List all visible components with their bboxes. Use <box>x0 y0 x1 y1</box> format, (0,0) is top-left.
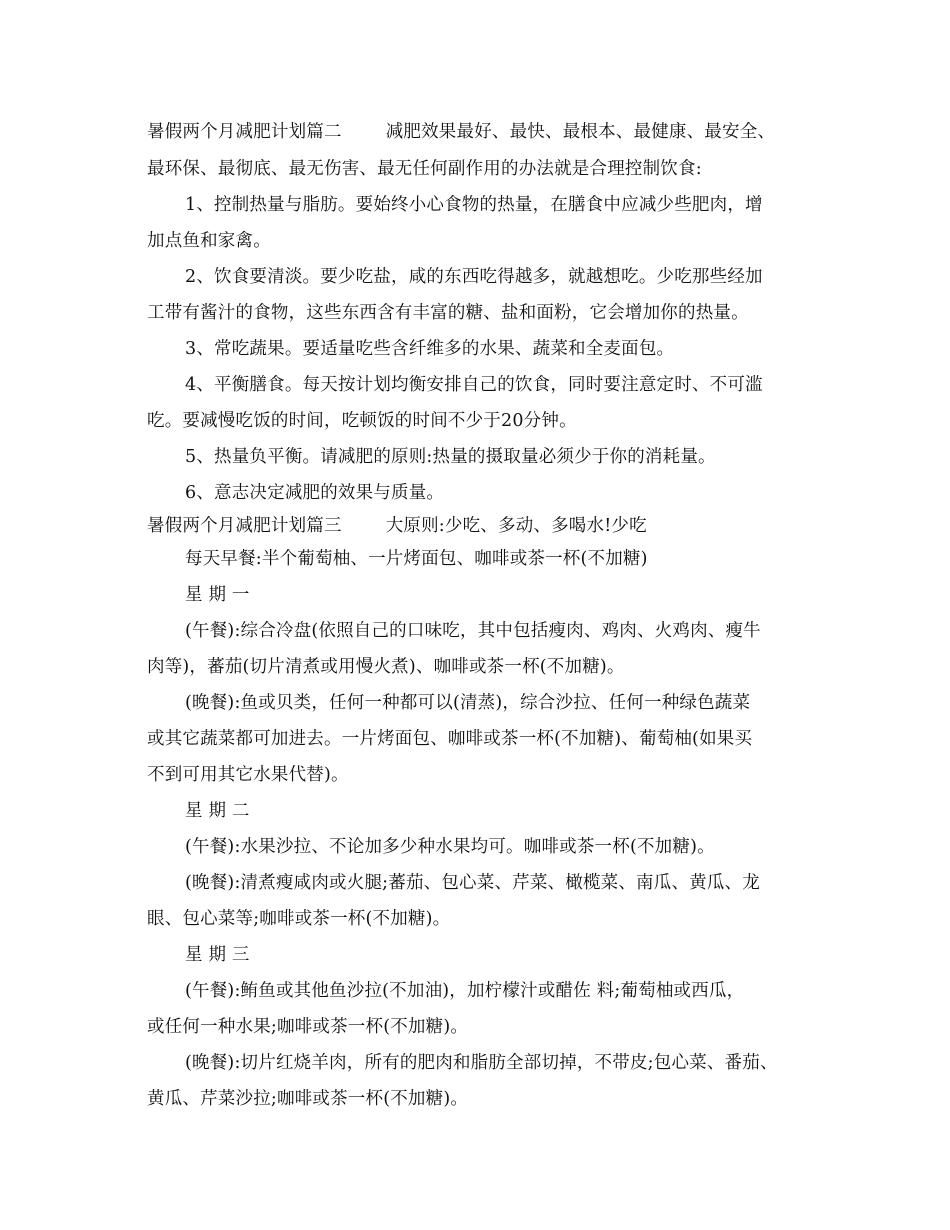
day-2-heading: 星 期 二 <box>185 801 250 821</box>
section3-title: 暑假两个月减肥计划篇三 <box>147 516 342 536</box>
day-3-dinner-line-2: 黄瓜、芹菜沙拉;咖啡或茶一杯(不加糖)。 <box>147 1089 469 1109</box>
item-3-line-1: 3、常吃蔬果。要适量吃些含纤维多的水果、蔬菜和全麦面包。 <box>185 339 675 359</box>
section2-heading-line <box>147 120 775 144</box>
day-2-lunch-line-1: (午餐):水果沙拉、不论加多少种水果均可。咖啡或茶一杯(不加糖)。 <box>185 837 715 857</box>
item-5-line-1: 5、热量负平衡。请减肥的原则:热量的摄取量必须少于你的消耗量。 <box>185 447 716 467</box>
section2-intro-continued: 最环保、最彻底、最无伤害、最无任何副作用的办法就是合理控制饮食: <box>147 159 702 179</box>
day-1-dinner-line-1: (晚餐):鱼或贝类，任何一种都可以(清蒸)，综合沙拉、任何一种绿色蔬菜 <box>185 693 751 713</box>
day-1-dinner-line-2: 或其它蔬菜都可加进去。一片烤面包、咖啡或茶一杯(不加糖)、葡萄柚(如果买 <box>147 729 753 749</box>
item-1-line-1: 1、控制热量与脂肪。要始终小心食物的热量，在膳食中应减少些肥肉，增 <box>185 195 763 215</box>
item-6-line-1: 6、意志决定减肥的效果与质量。 <box>185 483 445 503</box>
day-1-heading: 星 期 一 <box>185 585 250 605</box>
day-3-lunch-line-2: 或任何一种水果;咖啡或茶一杯(不加糖)。 <box>147 1017 469 1037</box>
section2-title: 暑假两个月减肥计划篇二 <box>147 122 342 142</box>
item-1-line-2: 加点鱼和家禽。 <box>147 231 271 251</box>
item-2-line-1: 2、饮食要清淡。要少吃盐，咸的东西吃得越多，就越想吃。少吃那些经加 <box>185 267 763 287</box>
section2-intro: 减肥效果最好、最快、最根本、最健康、最安全、 <box>385 122 776 142</box>
day-3-lunch-line-1: (午餐):鲔鱼或其他鱼沙拉(不加油)，加柠檬汁或醋佐 料;葡萄柚或西瓜， <box>185 981 745 1001</box>
day-1-lunch-line-2: 肉等)，蕃茄(切片清煮或用慢火煮)、咖啡或茶一杯(不加糖)。 <box>147 657 625 677</box>
section3-principle: 大原则:少吃、多动、多喝水!少吃 <box>385 516 647 536</box>
section3-heading-line <box>147 514 647 538</box>
day-2-dinner-line-2: 眼、包心菜等;咖啡或茶一杯(不加糖)。 <box>147 909 451 929</box>
day-3-dinner-line-1: (晚餐):切片红烧羊肉，所有的肥肉和脂肪全部切掉，不带皮;包心菜、番茄、 <box>185 1053 778 1073</box>
item-4-line-1: 4、平衡膳食。每天按计划均衡安排自己的饮食，同时要注意定时、不可滥 <box>185 375 763 395</box>
breakfast-line: 每天早餐:半个葡萄柚、一片烤面包、咖啡或茶一杯(不加糖) <box>185 549 648 569</box>
day-3-heading: 星 期 三 <box>185 945 250 965</box>
day-2-dinner-line-1: (晚餐):清煮瘦咸肉或火腿;蕃茄、包心菜、芹菜、橄榄菜、南瓜、黄瓜、龙 <box>185 873 760 893</box>
item-4-line-2: 吃。要减慢吃饭的时间，吃顿饭的时间不少于20分钟。 <box>147 411 577 431</box>
day-1-lunch-line-1: (午餐):综合冷盘(依照自己的口味吃，其中包括瘦肉、鸡肉、火鸡肉、瘦牛 <box>185 621 761 641</box>
item-2-line-2: 工带有酱汁的食物，这些东西含有丰富的糖、盐和面粉，它会增加你的热量。 <box>147 303 749 323</box>
day-1-dinner-line-3: 不到可用其它水果代替)。 <box>147 765 349 785</box>
